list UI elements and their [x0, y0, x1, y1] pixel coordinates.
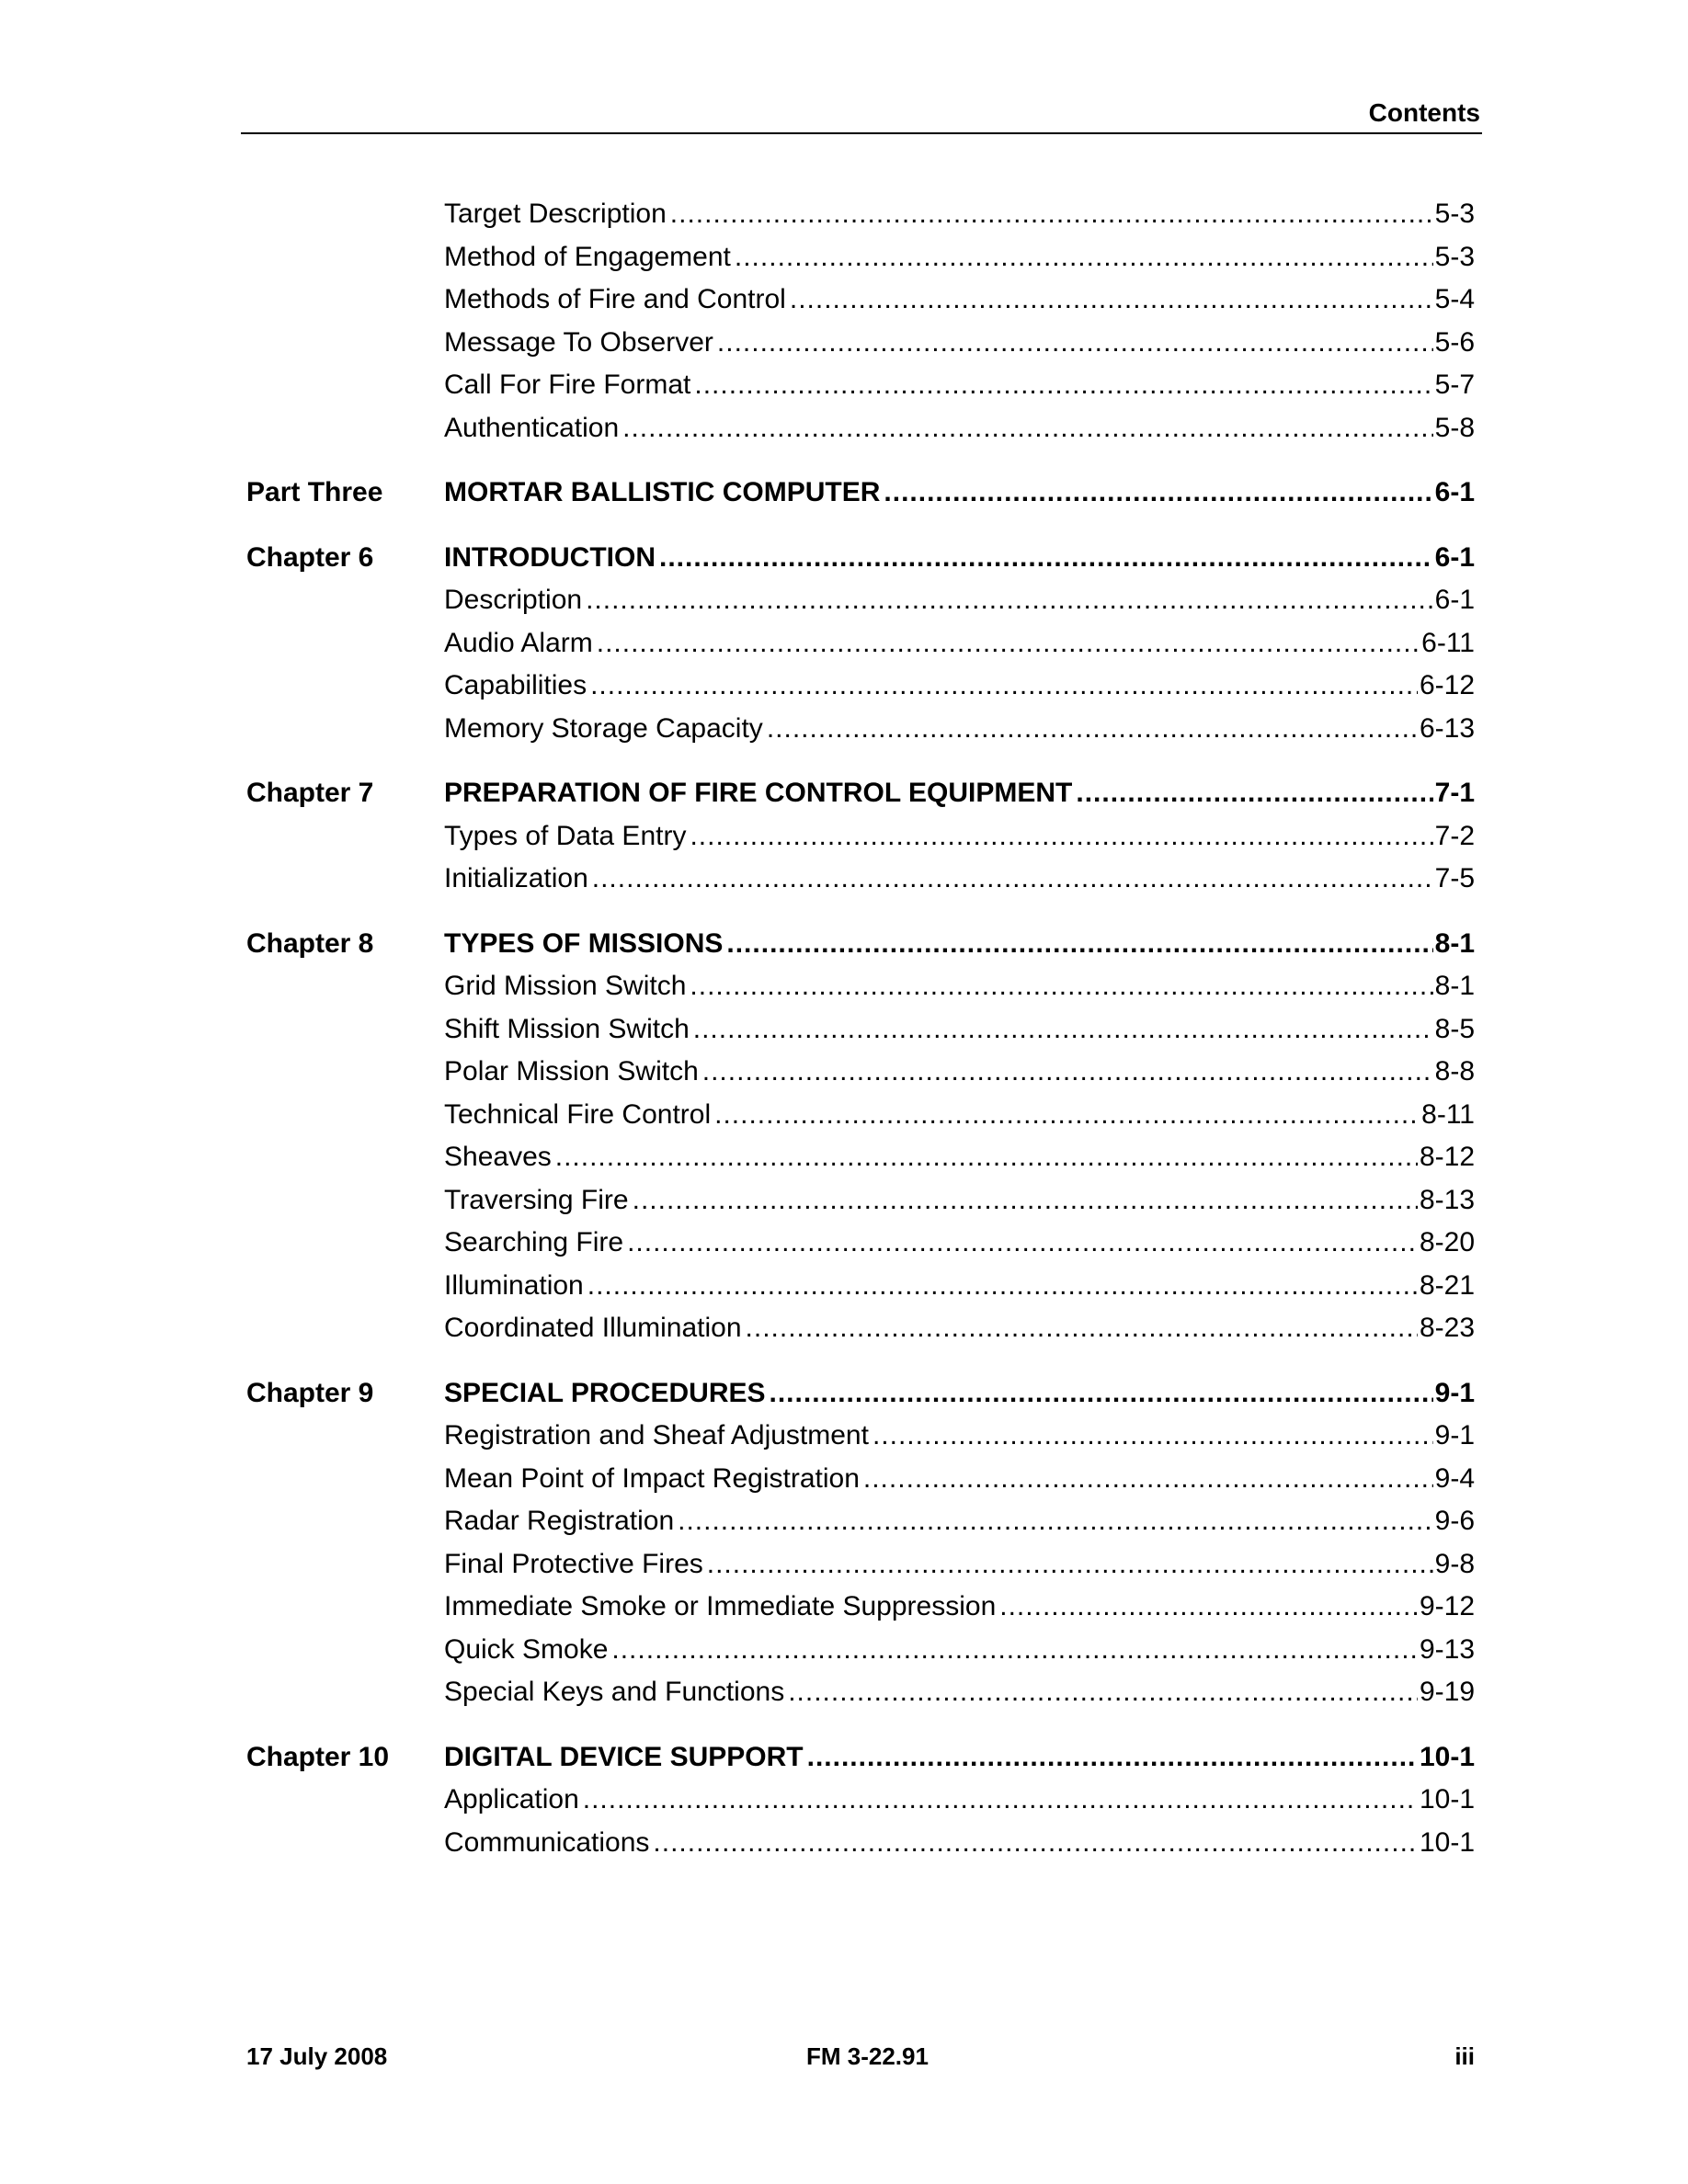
toc-entry-row[interactable]	[241, 1779, 1482, 1822]
dot-leader	[735, 236, 1433, 279]
toc-entry-row[interactable]	[241, 1415, 1482, 1458]
toc-entry[interactable]	[444, 1222, 1475, 1265]
toc-entry-title[interactable]: TYPES OF MISSIONS	[444, 927, 724, 959]
toc-entry[interactable]	[444, 1008, 1475, 1052]
toc-entry[interactable]	[444, 1136, 1475, 1179]
toc-entry-title[interactable]: Methods of Fire and Control	[444, 284, 786, 314]
dot-leader	[746, 1307, 1418, 1350]
dot-leader	[653, 1822, 1418, 1865]
toc-entry[interactable]	[444, 537, 1475, 580]
toc-entry[interactable]	[444, 1500, 1475, 1543]
toc-entry[interactable]	[444, 965, 1475, 1008]
toc-group-label: Chapter 8	[246, 927, 374, 959]
toc-entry-page[interactable]: 5-6	[1434, 326, 1475, 358]
toc-group-label: Chapter 7	[246, 778, 374, 808]
toc-heading-row[interactable]	[241, 772, 1482, 815]
toc-entry[interactable]	[444, 1307, 1475, 1350]
toc-entry-title[interactable]: Mean Point of Impact Registration	[444, 1462, 860, 1494]
toc-entry[interactable]	[444, 622, 1475, 665]
toc-entry-page[interactable]: 5-7	[1434, 370, 1475, 400]
toc-entry[interactable]	[444, 364, 1475, 407]
toc-group-label: Chapter 6	[246, 541, 374, 573]
toc-entry[interactable]	[444, 1372, 1475, 1416]
dot-leader	[788, 1671, 1418, 1714]
toc-entry-title[interactable]: Types of Data Entry	[444, 820, 687, 851]
toc-group	[241, 537, 1482, 751]
dot-leader	[863, 1458, 1433, 1501]
toc-entry-row[interactable]	[241, 965, 1482, 1008]
toc-entry-row[interactable]	[241, 1307, 1482, 1350]
toc-entry-row[interactable]	[241, 1671, 1482, 1714]
toc-entry-row[interactable]	[241, 1136, 1482, 1179]
toc-entry-page[interactable]: 9-1	[1434, 1420, 1475, 1450]
dot-leader	[592, 858, 1433, 901]
toc-entry-title[interactable]: MORTAR BALLISTIC COMPUTER	[444, 477, 881, 507]
toc-entry-row[interactable]	[241, 1586, 1482, 1629]
toc-entry-title[interactable]: Call For Fire Format	[444, 370, 691, 400]
dot-leader	[770, 1372, 1433, 1416]
toc-entry[interactable]	[444, 1736, 1475, 1780]
footer-document-number: FM 3-22.91	[806, 2042, 929, 2070]
dot-leader	[587, 1265, 1418, 1308]
toc-entry-page[interactable]: 8-21	[1419, 1269, 1475, 1301]
footer-page-number: iii	[1454, 2042, 1475, 2070]
toc-entry-row[interactable]	[241, 1179, 1482, 1223]
toc-entry-page[interactable]: 9-6	[1434, 1506, 1475, 1536]
toc-entry[interactable]	[444, 193, 1475, 236]
toc-entry-row[interactable]	[241, 1822, 1482, 1865]
toc-entry-row[interactable]	[241, 407, 1482, 450]
toc-entry-page[interactable]: 10-1	[1419, 1741, 1475, 1772]
toc-entry-title[interactable]: SPECIAL PROCEDURES	[444, 1377, 766, 1408]
toc-entry[interactable]	[444, 708, 1475, 751]
dot-leader	[586, 579, 1433, 622]
dot-leader	[884, 472, 1432, 515]
toc-entry-page[interactable]: 6-1	[1434, 541, 1475, 573]
toc-entry-page[interactable]: 5-3	[1434, 199, 1475, 229]
toc-entry-page[interactable]: 5-8	[1434, 412, 1475, 443]
toc-entry-row[interactable]	[241, 1500, 1482, 1543]
toc-entry[interactable]	[444, 322, 1475, 365]
dot-leader	[597, 622, 1420, 665]
dot-leader	[767, 708, 1418, 751]
dot-leader	[611, 1629, 1418, 1672]
toc-entry-page[interactable]: 5-3	[1434, 241, 1475, 272]
toc-group-label: Chapter 10	[246, 1741, 390, 1772]
toc-entry[interactable]	[444, 665, 1475, 708]
dot-leader	[790, 279, 1433, 322]
toc-entry-page[interactable]: 9-12	[1419, 1591, 1475, 1621]
dot-leader	[690, 815, 1432, 859]
dot-leader	[707, 1543, 1433, 1587]
dot-leader	[873, 1415, 1433, 1458]
toc-entry-title[interactable]: Sheaves	[444, 1142, 552, 1172]
toc-entry-page[interactable]: 8-20	[1419, 1227, 1475, 1257]
toc-entry-page[interactable]: 6-13	[1419, 712, 1475, 744]
toc-entry-title[interactable]: Description	[444, 585, 583, 615]
toc-entry-title[interactable]: PREPARATION OF FIRE CONTROL EQUIPMENT	[444, 778, 1073, 808]
toc-entry[interactable]	[444, 815, 1475, 859]
dot-leader	[690, 965, 1432, 1008]
dot-leader	[670, 193, 1433, 236]
table-of-contents	[241, 193, 1482, 1886]
toc-entry-title[interactable]: Illumination	[444, 1269, 584, 1301]
toc-entry-row[interactable]	[241, 1265, 1482, 1308]
dot-leader	[702, 1051, 1433, 1094]
toc-entry[interactable]	[444, 407, 1475, 450]
toc-entry-page[interactable]: 8-12	[1419, 1142, 1475, 1172]
toc-entry-title[interactable]: Application	[444, 1784, 579, 1814]
toc-entry-row[interactable]	[241, 1458, 1482, 1501]
toc-entry-title[interactable]: Message To Observer	[444, 326, 713, 358]
toc-entry-title[interactable]: Authentication	[444, 412, 620, 443]
toc-entry[interactable]	[444, 1179, 1475, 1223]
toc-entry[interactable]	[444, 1822, 1475, 1865]
toc-entry-row[interactable]	[241, 1543, 1482, 1587]
toc-group	[241, 923, 1482, 1350]
toc-entry-page[interactable]: 6-1	[1434, 585, 1475, 615]
toc-entry-title[interactable]: Target Description	[444, 199, 667, 229]
toc-group	[241, 1372, 1482, 1714]
toc-entry-page[interactable]: 8-1	[1434, 927, 1475, 959]
toc-entry[interactable]	[444, 1671, 1475, 1714]
page-footer	[241, 2042, 1482, 2079]
toc-entry-title[interactable]: Quick Smoke	[444, 1633, 609, 1665]
toc-entry-row[interactable]	[241, 1008, 1482, 1052]
toc-entry[interactable]	[444, 236, 1475, 279]
toc-entry-page[interactable]: 6-1	[1434, 477, 1475, 507]
toc-entry-page[interactable]: 6-11	[1421, 627, 1475, 658]
dot-leader	[678, 1500, 1433, 1543]
toc-entry-title[interactable]: Traversing Fire	[444, 1184, 629, 1215]
toc-entry-row[interactable]	[241, 579, 1482, 622]
toc-entry-title[interactable]: Registration and Sheaf Adjustment	[444, 1420, 869, 1450]
toc-entry-title[interactable]: Immediate Smoke or Immediate Suppression	[444, 1591, 997, 1621]
toc-entry-title[interactable]: Communications	[444, 1826, 650, 1858]
dot-leader	[1076, 772, 1432, 815]
page-header	[241, 96, 1482, 134]
dot-leader	[714, 1094, 1420, 1137]
toc-entry-title[interactable]: Shift Mission Switch	[444, 1013, 690, 1044]
toc-entry-row[interactable]	[241, 858, 1482, 901]
toc-entry[interactable]	[444, 923, 1475, 966]
toc-entry-title[interactable]: Special Keys and Functions	[444, 1677, 785, 1707]
toc-entry-row[interactable]	[241, 665, 1482, 708]
toc-entry-row[interactable]	[241, 279, 1482, 322]
toc-entry-row[interactable]	[241, 193, 1482, 236]
dot-leader	[583, 1779, 1418, 1822]
toc-entry[interactable]	[444, 579, 1475, 622]
toc-entry[interactable]	[444, 1051, 1475, 1094]
dot-leader	[555, 1136, 1418, 1179]
toc-entry-page[interactable]: 5-4	[1434, 284, 1475, 314]
toc-entry[interactable]	[444, 1586, 1475, 1629]
toc-entry-row[interactable]	[241, 1094, 1482, 1137]
toc-entry[interactable]	[444, 772, 1475, 815]
toc-entry-title[interactable]: Method of Engagement	[444, 241, 731, 272]
toc-entry-title[interactable]: Initialization	[444, 863, 588, 893]
toc-entry-title[interactable]: Capabilities	[444, 670, 587, 700]
toc-entry[interactable]	[444, 1458, 1475, 1501]
toc-entry-page[interactable]: 9-19	[1419, 1677, 1475, 1707]
toc-entry-page[interactable]: 6-12	[1419, 670, 1475, 700]
toc-entry[interactable]	[444, 1629, 1475, 1672]
dot-leader	[693, 1008, 1433, 1052]
toc-entry[interactable]	[444, 1094, 1475, 1137]
toc-entry[interactable]	[444, 858, 1475, 901]
toc-entry-title[interactable]: Radar Registration	[444, 1506, 675, 1536]
dot-leader	[622, 407, 1433, 450]
dot-leader	[807, 1736, 1418, 1780]
toc-entry-title[interactable]: Memory Storage Capacity	[444, 712, 763, 744]
toc-entry-row[interactable]	[241, 1222, 1482, 1265]
toc-group-label: Part Three	[246, 477, 383, 507]
toc-group	[241, 1736, 1482, 1865]
toc-entry-page[interactable]: 9-8	[1434, 1548, 1475, 1579]
toc-entry-row[interactable]	[241, 1629, 1482, 1672]
toc-group	[241, 472, 1482, 515]
toc-entry-page[interactable]: 10-1	[1419, 1784, 1475, 1814]
toc-entry-title[interactable]: Audio Alarm	[444, 627, 593, 658]
toc-entry-row[interactable]	[241, 364, 1482, 407]
dot-leader	[590, 665, 1418, 708]
toc-entry[interactable]	[444, 279, 1475, 322]
toc-entry-title[interactable]: Coordinated Illumination	[444, 1313, 742, 1343]
dot-leader	[726, 923, 1432, 966]
toc-entry-row[interactable]	[241, 815, 1482, 859]
toc-heading-row[interactable]	[241, 537, 1482, 580]
toc-entry-page[interactable]: 8-8	[1434, 1056, 1475, 1086]
toc-entry-page[interactable]: 7-2	[1434, 820, 1475, 851]
toc-entry-page[interactable]: 8-23	[1419, 1313, 1475, 1343]
header-title: Contents	[1368, 98, 1480, 127]
dot-leader	[999, 1586, 1418, 1629]
toc-entry-row[interactable]	[241, 1051, 1482, 1094]
toc-entry-title[interactable]: Polar Mission Switch	[444, 1056, 699, 1086]
toc-entry[interactable]	[444, 1265, 1475, 1308]
toc-heading-row[interactable]	[241, 1372, 1482, 1416]
toc-entry-page[interactable]: 9-13	[1419, 1633, 1475, 1665]
toc-group	[241, 193, 1482, 449]
toc-entry-page[interactable]: 10-1	[1419, 1826, 1475, 1858]
toc-heading-row[interactable]	[241, 923, 1482, 966]
toc-entry-row[interactable]	[241, 322, 1482, 365]
toc-entry-page[interactable]: 8-11	[1421, 1098, 1475, 1130]
toc-heading-row[interactable]	[241, 472, 1482, 515]
toc-entry-page[interactable]: 9-4	[1434, 1462, 1475, 1494]
toc-entry-page[interactable]: 7-5	[1434, 863, 1475, 893]
toc-entry[interactable]	[444, 1543, 1475, 1587]
dot-leader	[659, 537, 1433, 580]
toc-entry-page[interactable]: 8-13	[1419, 1184, 1475, 1215]
toc-entry-page[interactable]: 8-5	[1434, 1013, 1475, 1044]
toc-entry[interactable]	[444, 1779, 1475, 1822]
toc-group-label: Chapter 9	[246, 1377, 374, 1408]
toc-entry-title[interactable]: Grid Mission Switch	[444, 971, 687, 1001]
dot-leader	[627, 1222, 1418, 1265]
toc-entry-title[interactable]: Technical Fire Control	[444, 1098, 712, 1130]
toc-entry-page[interactable]: 8-1	[1434, 971, 1475, 1001]
toc-entry-title[interactable]: Searching Fire	[444, 1227, 624, 1257]
footer-date: 17 July 2008	[246, 2042, 388, 2070]
toc-entry-title[interactable]: INTRODUCTION	[444, 541, 656, 573]
dot-leader	[633, 1179, 1418, 1223]
toc-group	[241, 772, 1482, 901]
toc-entry-page[interactable]: 7-1	[1434, 778, 1475, 808]
toc-heading-row[interactable]	[241, 1736, 1482, 1780]
dot-leader	[717, 322, 1433, 365]
dot-leader	[694, 364, 1432, 407]
toc-entry-page[interactable]: 9-1	[1434, 1377, 1475, 1408]
toc-entry-title[interactable]: DIGITAL DEVICE SUPPORT	[444, 1741, 804, 1772]
toc-entry-row[interactable]	[241, 236, 1482, 279]
toc-entry[interactable]	[444, 472, 1475, 515]
toc-entry-row[interactable]	[241, 622, 1482, 665]
toc-entry[interactable]	[444, 1415, 1475, 1458]
toc-entry-title[interactable]: Final Protective Fires	[444, 1548, 703, 1579]
toc-entry-row[interactable]	[241, 708, 1482, 751]
